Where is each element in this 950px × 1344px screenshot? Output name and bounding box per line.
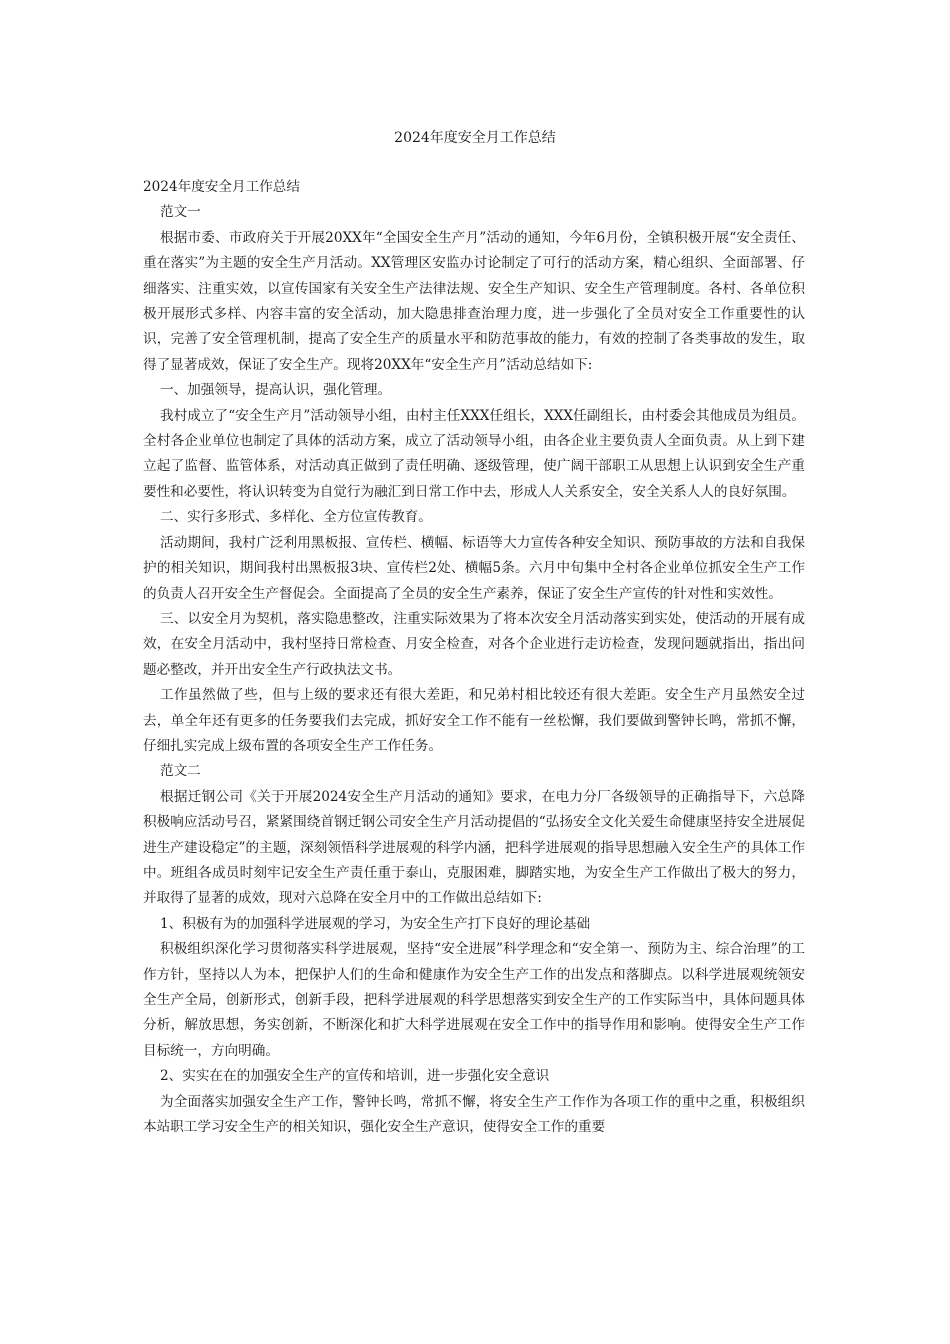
paragraph: 根据市委、市政府关于开展20XX年“全国安全生产月”活动的通知，今年6月份，全镇积极开展“安全责任、重在落实”为主题的安全生产月活动。XX管理区安监办讨论制定了可行的活动方案，精心组织、全面部署、仔细落实、注重实效，以宣传国家有关安全生产法律法规、安全生产知识、安全生产管理制度。各村、各单位积极开展形式多样、内容丰富的安全活动，加大隐患排查治理力度，进一步强化了全员对安全工作重要性的认识，完善了安全管理机制，提高了安全生产的质量水平和防范事故的能力，有效的控制了各类事故的发生，取得了显著成效，保证了安全生产。现将20XX年“安全生产月”活动总结如下:: [143, 229, 805, 373]
paragraph: 2024年度安全月工作总结: [143, 179, 300, 195]
paragraph: 工作虽然做了些，但与上级的要求还有很大差距，和兄弟村相比较还有很大差距。安全生产月虽然安全过去，单全年还有更多的任务要我们去完成，抓好安全工作不能有一丝松懈，我们要做到警钟长鸣，常抓不懈，仔细扎实完成上级布置的各项安全生产工作任务。: [143, 687, 805, 754]
paragraph: 积极组织深化学习贯彻落实科学进展观，坚持“安全进展”科学理念和“安全第一、预防为主、综合治理”的工作方针，坚持以人为本，把保护人们的生命和健康作为安全生产工作的出发点和落脚点。以科学进展观统领安全生产全局，创新形式，创新手段，把科学进展观的科学思想落实到安全生产的工作实际当中，具体问题具体分析，解放思想，务实创新，不断深化和扩大科学进展观在安全工作中的指导作用和影响。使得安全生产工作目标统一，方向明确。: [143, 941, 805, 1059]
paragraph: 范文一: [160, 204, 201, 221]
document-body: [143, 175, 805, 1140]
paragraph: 二、实行多形式、多样化、全方位宣传教育。: [160, 509, 432, 526]
document-title: 2024年度安全月工作总结: [394, 130, 556, 146]
paragraph: 根据迁钢公司《关于开展2024安全生产月活动的通知》要求，在电力分厂各级领导的正确指导下，六总降积极响应活动号召，紧紧围绕首钢迁钢公司安全生产月活动提倡的“弘扬安全文化关爱生命健康坚持安全进展促进生产建设稳定”的主题，深刻领悟科学进展观的科学内涵，把科学进展观的指导思想融入安全生产的具体工作中。班组各成员时刻牢记安全生产责任重于泰山，克服困难，脚踏实地，为安全生产工作做出了极大的努力，并取得了显著的成效，现对六总降在安全月中的工作做出总结如下:: [143, 788, 805, 907]
paragraph: 1、积极有为的加强科学进展观的学习，为安全生产打下良好的理论基础: [160, 915, 591, 932]
paragraph: 范文二: [160, 763, 201, 780]
paragraph: 我村成立了“安全生产月”活动领导小组，由村主任XXX任组长，XXX任副组长，由村委会其他成员为组员。全村各企业单位也制定了具体的活动方案，成立了活动领导小组，由各企业主要负责人全面负责。从上到下建立起了监督、监管体系，对活动真正做到了责任明确、逐级管理，使广阔干部职工从思想上认识到安全生产重要性和必要性，将认识转变为自觉行为融汇到日常工作中去，形成人人关系安全，安全关系人人的良好氛围。: [143, 407, 805, 500]
paragraph: 2、实实在在的加强安全生产的宣传和培训，进一步强化安全意识: [160, 1068, 550, 1085]
paragraph: 三、以安全月为契机，落实隐患整改，注重实际效果为了将本次安全月活动落实到实处，使活动的开展有成效，在安全月活动中，我村坚持日常检查、月安全检查，对各个企业进行走访检查，发现问题就指出，指出问题必整改，并开出安全生产行政执法文书。: [143, 610, 805, 678]
paragraph: 活动期间，我村广泛利用黑板报、宣传栏、横幅、标语等大力宣传各种安全知识、预防事故的方法和自我保护的相关知识，期间我村出黑板报3块、宣传栏2处、横幅5条。六月中旬集中全村各企业单位抓安全生产工作的负责人召开安全生产督促会。全面提高了全员的安全生产素养，保证了安全生产宣传的针对性和实效性。: [143, 534, 805, 602]
paragraph: 一、加强领导，提高认识，强化管理。: [160, 382, 392, 399]
paragraph: 为全面落实加强安全生产工作，警钟长鸣，常抓不懈，将安全生产工作作为各项工作的重中之重，积极组织本站职工学习安全生产的相关知识，强化安全生产意识，使得安全工作的重要: [143, 1093, 805, 1136]
